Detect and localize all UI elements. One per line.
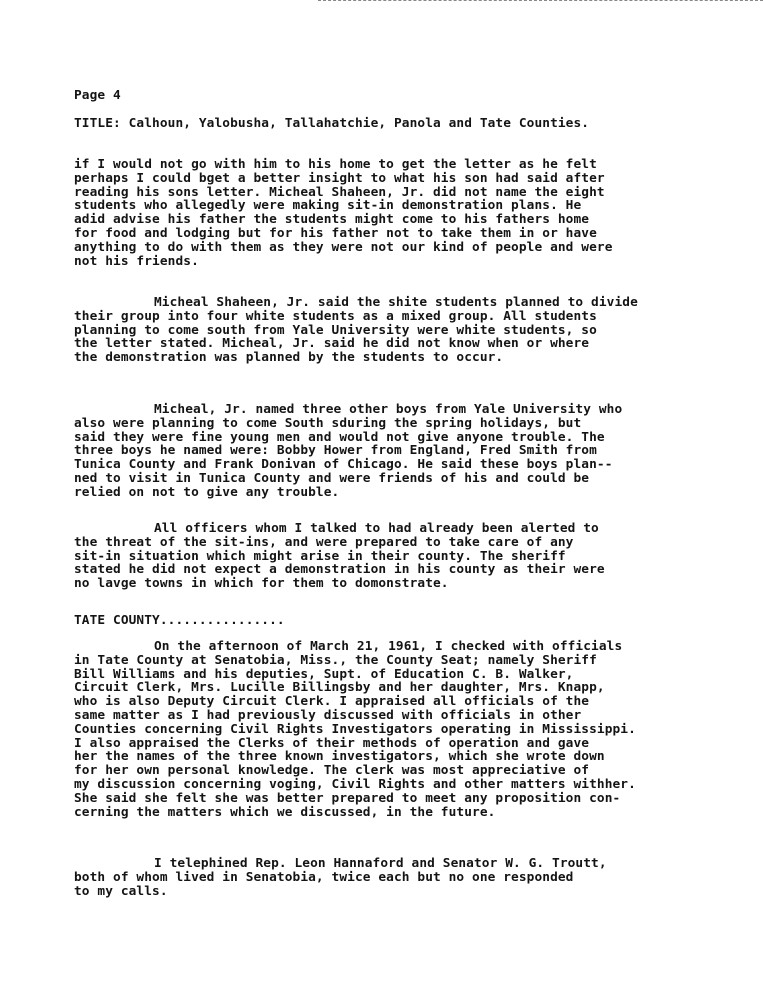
text-line: for food and lodging but for his father not to take them in or have [74, 225, 597, 241]
document-title: TITLE: Calhoun, Yalobusha, Tallahatchie, Panola and Tate Counties. [74, 116, 590, 131]
text-line: my discussion concerning voging, Civil Rights and other matters withher. [74, 776, 636, 792]
text-line: reading his sons letter. Micheal Shaheen, Jr. did not name the eight [74, 184, 605, 200]
text-line: I telephined Rep. Leon Hannaford and Senator W. G. Troutt, [154, 856, 607, 871]
text-line: planning to come south from Yale University were white students, so [74, 322, 597, 338]
paragraph-2 [74, 296, 754, 365]
paragraph-1 [74, 158, 754, 268]
text-line: I also appraised the Clerks of their methods of operation and gave [74, 735, 590, 751]
text-line: to my calls. [74, 883, 168, 899]
text-line: sit-in situation which might arise in their county. The sheriff [74, 548, 566, 564]
text-line: Micheal Shaheen, Jr. said the shite students planned to divide [154, 295, 638, 310]
text-line: Bill Williams and his deputies, Supt. of Education C. B. Walker, [74, 666, 574, 682]
text-line: if I would not go with him to his home to get the letter as he felt [74, 157, 597, 172]
text-line: ned to visit in Tunica County and were friends of his and could be [74, 470, 590, 486]
text-line: who is also Deputy Circuit Clerk. I appraised all officials of the [74, 694, 590, 710]
text-line: also were planning to come South sduring the spring holidays, but [74, 415, 582, 431]
text-line: the letter stated. Micheal, Jr. said he did not know when or where [74, 336, 590, 352]
text-line: adid advise his father the students might come to his fathers home [74, 212, 590, 228]
text-line: not his friends. [74, 253, 199, 269]
tate-paragraph-1 [74, 640, 754, 819]
text-line: no lavge towns in which for them to domonstrate. [74, 576, 449, 592]
page-number: Page 4 [74, 88, 121, 103]
text-line: said they were fine young men and would not give anyone trouble. The [74, 429, 605, 445]
text-line: relied on not to give any trouble. [74, 484, 340, 500]
text-line: stated he did not expect a demonstration in his county as their were [74, 562, 605, 578]
text-line: students who allegedly were making sit-in demonstration plans. He [74, 198, 582, 214]
text-line: On the afternoon of March 21, 1961, I checked with officials [154, 639, 623, 654]
paragraph-4 [74, 522, 754, 591]
text-line: Tunica County and Frank Donivan of Chicago. He said these boys plan-- [74, 457, 613, 473]
text-line: same matter as I had previously discussed with officials in other [74, 707, 582, 723]
text-line: her the names of the three known investigators, which she wrote down [74, 749, 605, 765]
top-edge-rule [318, 0, 763, 3]
section-heading-tate-county: TATE COUNTY................ [74, 613, 285, 628]
text-line: both of whom lived in Senatobia, twice each but no one responded [74, 869, 574, 885]
text-line: She said she felt she was better prepared to meet any proposition con- [74, 790, 621, 806]
text-line: All officers whom I talked to had already been alerted to [154, 521, 599, 536]
text-line: Counties concerning Civil Rights Investigators operating in Mississippi. [74, 721, 636, 737]
text-line: their group into four white students as a mixed group. All students [74, 308, 597, 324]
text-line: the threat of the sit-ins, and were prepared to take care of any [74, 534, 574, 550]
text-line: three boys he named were: Bobby Hower from England, Fred Smith from [74, 443, 597, 459]
text-line: Circuit Clerk, Mrs. Lucille Billingsby and her daughter, Mrs. Knapp, [74, 680, 605, 696]
paragraph-3 [74, 403, 754, 500]
text-line: in Tate County at Senatobia, Miss., the County Seat; namely Sheriff [74, 652, 597, 668]
text-line: Micheal, Jr. named three other boys from Yale University who [154, 402, 623, 417]
text-line: for her own personal knowledge. The clerk was most appreciative of [74, 763, 590, 779]
text-line: the demonstration was planned by the students to occur. [74, 350, 504, 366]
text-line: cerning the matters which we discussed, in the future. [74, 804, 496, 820]
tate-paragraph-2 [74, 857, 754, 898]
text-line: anything to do with them as they were not our kind of people and were [74, 239, 613, 255]
text-line: perhaps I could bget a better insight to what his son had said after [74, 170, 605, 186]
